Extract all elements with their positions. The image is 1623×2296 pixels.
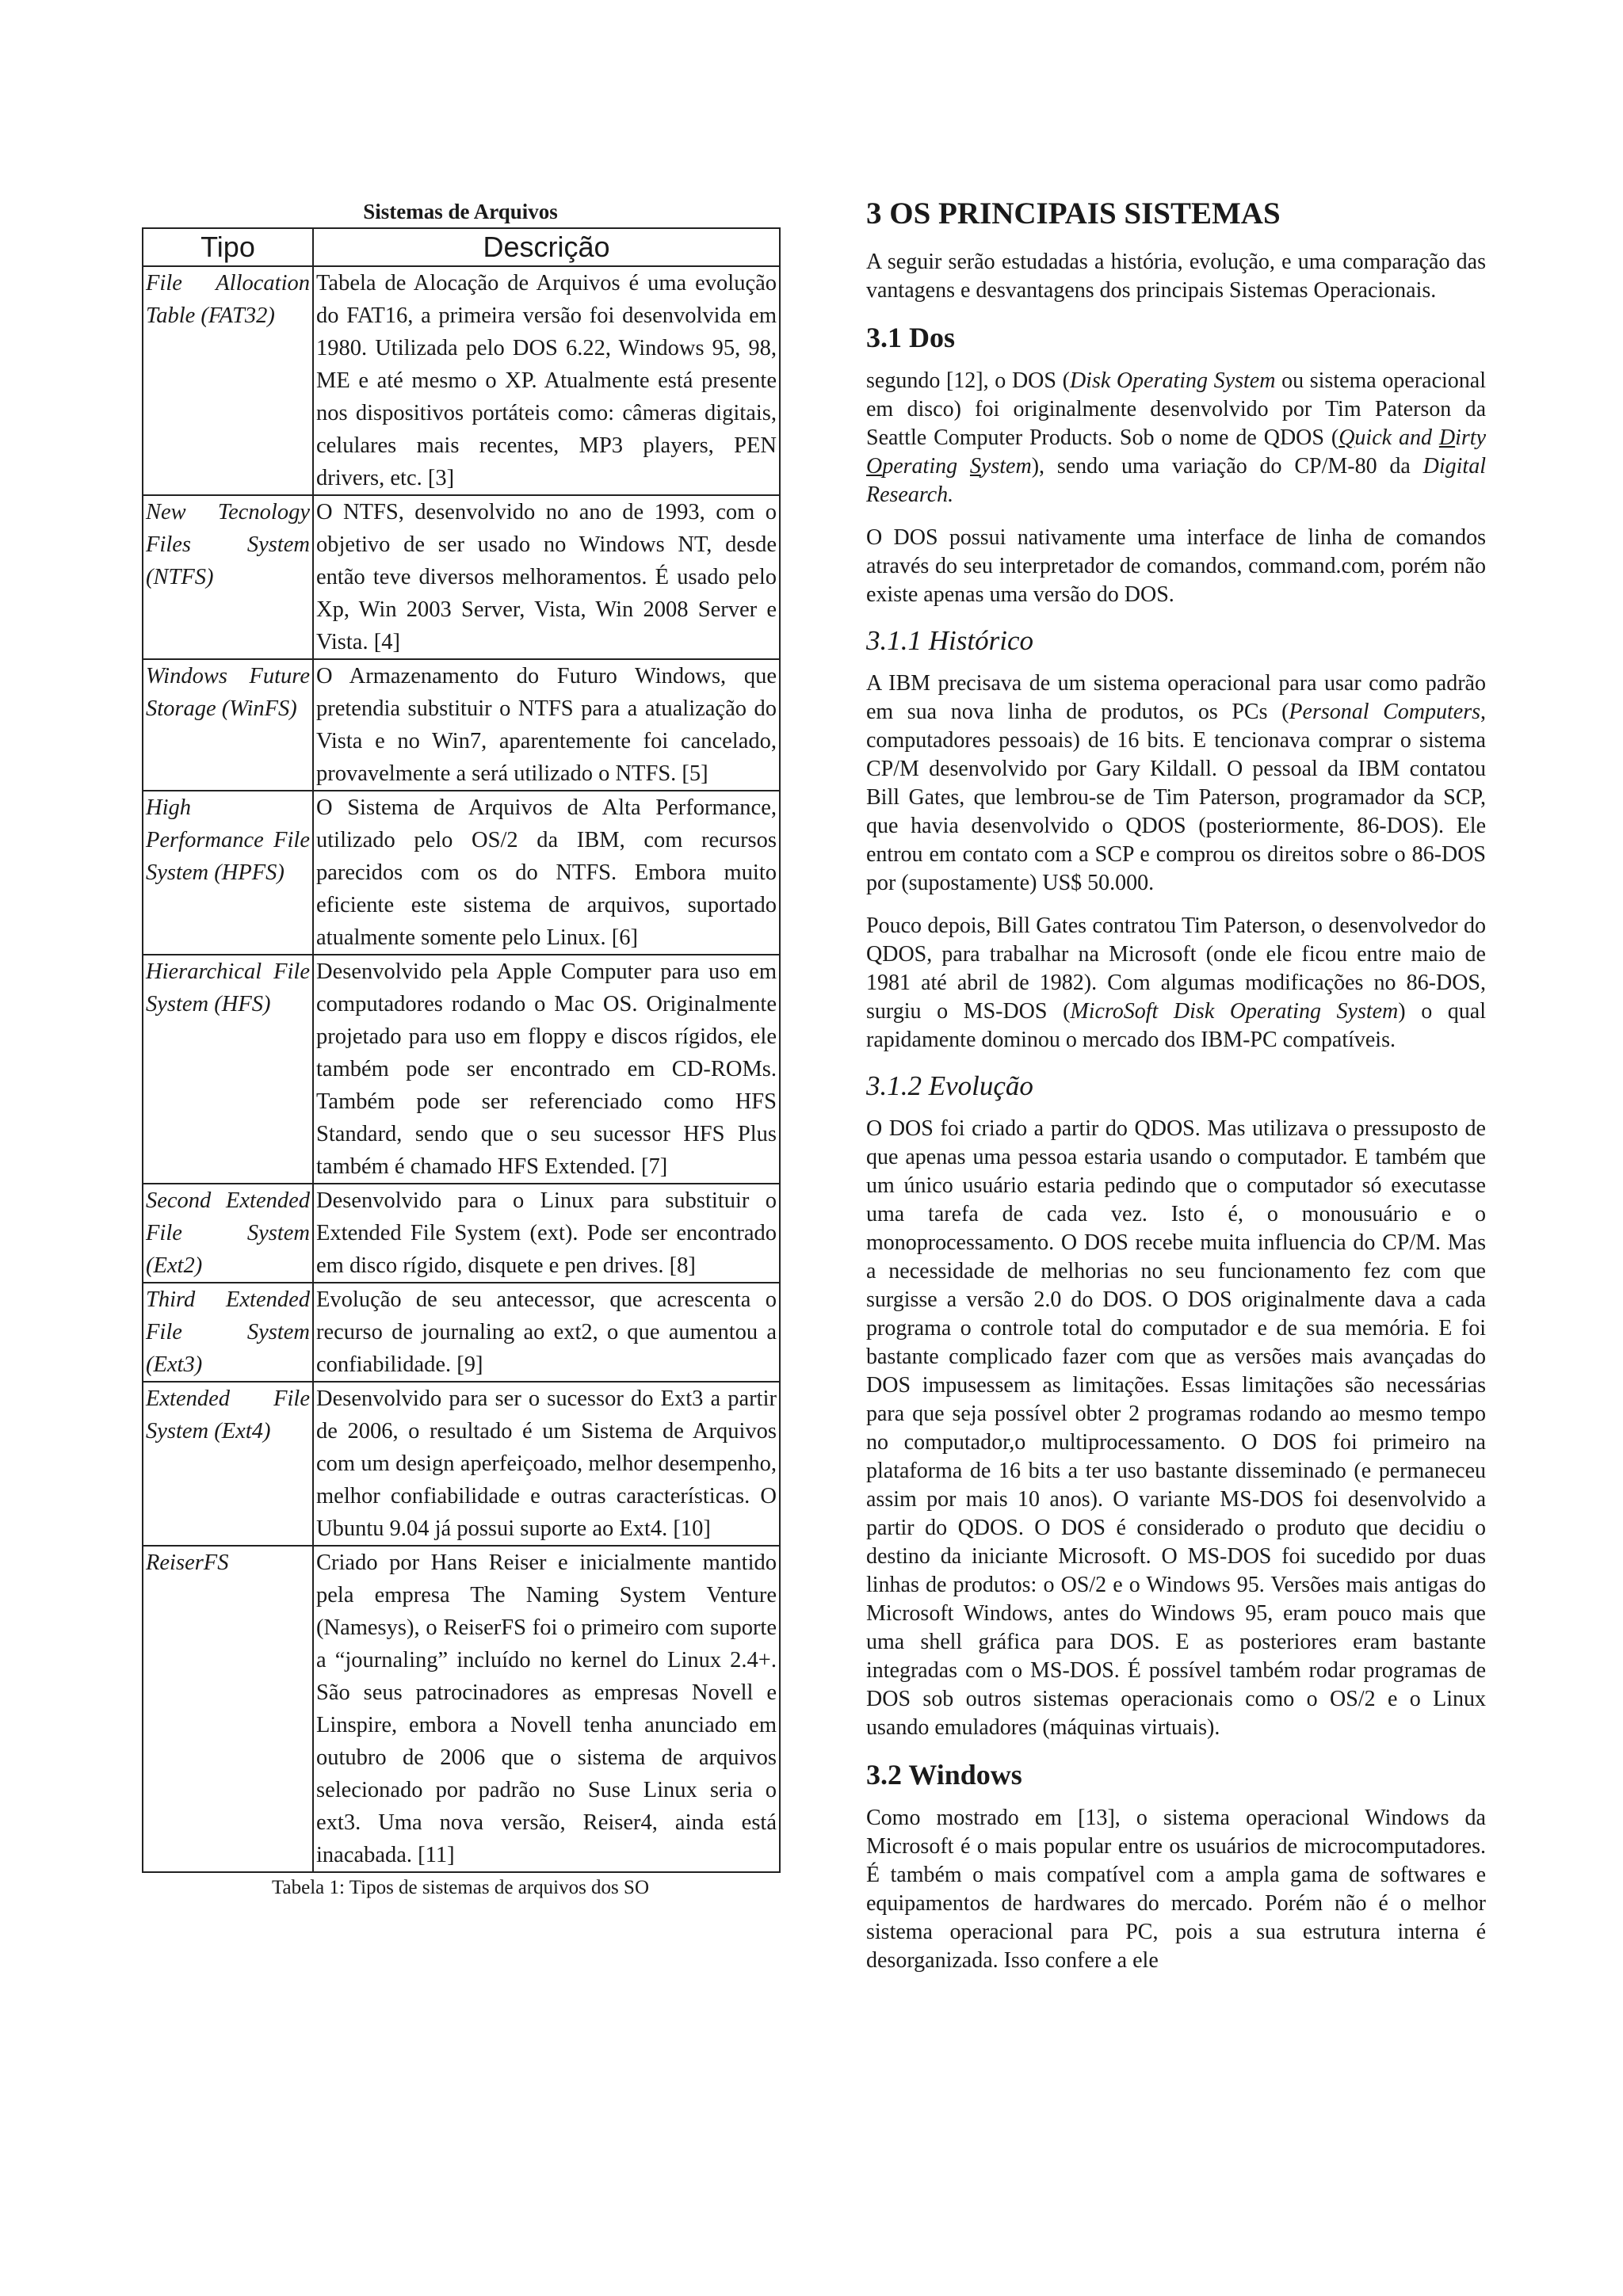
table-row xyxy=(143,659,780,791)
text-run-italic: Personal Computers xyxy=(1289,700,1480,724)
table-cell-descricao: O NTFS, desenvolvido no ano de 1993, com o objetivo de ser usado no Windows NT, desde então teve diversos melhoramentos. É usado pelo Xp, Win 2003 Server, Vista, Win 2008 Server e Vista. [4] xyxy=(313,495,780,659)
text-run: perating xyxy=(882,454,970,479)
dos-paragraph-1 xyxy=(866,367,1486,509)
main-text-column xyxy=(866,194,1486,1989)
evolucao-paragraph: O DOS foi criado a partir do QDOS. Mas utilizava o pressuposto de que apenas uma pessoa estaria usando o computador. E também que um único usuário estaria pedindo que o computador só executasse uma tarefa de cada vez. Isto é, o monousuário e o monoprocessamento. O DOS recebe muita influencia do CP/M. Mas a necessidade de melhorias no seu funcionamento fez com que surgisse a versão 2.0 do DOS. O DOS originalmente dava a cada programa o controle total do computador e de sua memória. E foi bastante complicado fazer com que as versões mais avançadas do DOS impusessem as limitações. Essas limitações são necessárias para que seja possível obter 2 programas rodando ao mesmo tempo no computador,o multiprocessamento. O DOS foi primeiro na plataforma de 16 bits a ter uso bastante disseminado (e permaneceu assim por mais 10 anos). O variante MS-DOS foi desenvolvido a partir do QDOS. O DOS é considerado o produto que decidiu o destino da iniciante Microsoft. O MS-DOS foi sucedido por duas linhas de produtos: o OS/2 e o Windows 95. Versões mais antigas do Microsoft Windows, antes do Windows 95, eram pouco mais que uma shell gráfica para DOS. E as posteriores eram bastante integradas com o MS-DOS. É possível também rodar programas de DOS sob outros sistemas operacionais como o OS/2 e o Linux usando emuladores (máquinas virtuais). xyxy=(866,1116,1486,1740)
table-row xyxy=(143,1283,780,1382)
text-run: ), sendo uma variação do CP/M-80 da xyxy=(1031,454,1423,479)
table-caption: Tabela 1: Tipos de sistemas de arquivos dos SO xyxy=(271,1877,649,1898)
text-run-italic: Disk Operating System xyxy=(1069,368,1276,393)
section-heading-3-1-1: 3.1.1 Histórico xyxy=(866,625,1033,656)
text-run: A IBM precisava de um sistema operacional para usar como padrão em sua nova linha de produtos, os PCs ( xyxy=(866,671,1486,724)
table-row xyxy=(143,1546,780,1872)
text-run-underlined: Q xyxy=(1338,425,1355,450)
table-row xyxy=(143,955,780,1184)
text-run-italic: Digital Research. xyxy=(866,454,1486,507)
table-cell-tipo: High Performance File System (HPFS) xyxy=(143,791,313,955)
table-cell-tipo: Third Extended File System (Ext3) xyxy=(143,1283,313,1382)
text-run-underlined: D xyxy=(1438,425,1456,450)
dos-paragraph-2: O DOS possui nativamente uma interface de linha de comandos através do seu interpretador de comandos, command.com, porém não existe apenas uma versão do DOS. xyxy=(866,525,1486,607)
table-cell-tipo: Extended File System (Ext4) xyxy=(143,1382,313,1546)
section-heading-3-2: 3.2 Windows xyxy=(866,1759,1022,1791)
section-heading-3: 3 OS PRINCIPAIS SISTEMAS xyxy=(866,196,1281,231)
table-row xyxy=(143,1382,780,1546)
column-header-tipo: Tipo xyxy=(143,228,313,266)
table-row xyxy=(143,266,780,495)
text-run-underlined: S xyxy=(969,454,981,479)
text-run: , computadores pessoais) de 16 bits. E tencionava comprar o sistema CP/M desenvolvido por Gary Kildall. O pessoal da IBM contatou Bill Gates, que lembrou-se de Tim Paterson, programador da SCP, que havia desenvolvido o QDOS (posteriormente, 86-DOS). Ele entrou em contato com a SCP e comprou os direitos sobre o 86-DOS por (supostamente) US$ 50.000. xyxy=(866,700,1486,895)
text-run: ) o qual rapidamente dominou o mercado dos IBM-PC compatíveis. xyxy=(866,999,1486,1052)
historico-paragraph-2 xyxy=(866,912,1486,1055)
table-header-row xyxy=(143,228,780,266)
column-header-descricao: Descrição xyxy=(313,228,780,266)
table-cell-tipo: ReiserFS xyxy=(143,1546,313,1872)
section-heading-3-1-2: 3.1.2 Evolução xyxy=(866,1070,1033,1101)
text-run-underlined: O xyxy=(866,454,883,479)
table-cell-descricao: Desenvolvido para o Linux para substituir o Extended File System (ext). Pode ser encontrado em disco rígido, disquete e pen drives. [8] xyxy=(313,1184,780,1283)
table-cell-descricao: Tabela de Alocação de Arquivos é uma evolução do FAT16, a primeira versão foi desenvolvida em 1980. Utilizada pelo DOS 6.22, Windows 95, 98, ME e até mesmo o XP. Atualmente está presente nos dispositivos portáteis como: câmeras digitais, celulares mais recentes, MP3 players, PEN drivers, etc. [3] xyxy=(313,266,780,495)
text-run: ou sistema operacional em disco) foi originalmente desenvolvido por Tim Paterson da Seattle Computer Products. Sob o nome de QDOS ( xyxy=(866,368,1486,450)
table-cell-descricao: Criado por Hans Reiser e inicialmente mantido pela empresa The Naming System Venture (Namesys), o ReiserFS foi o primeiro com suporte a “journaling” incluído no kernel do Linux 2.4+. São seus patrocinadores as empresas Novell e Linspire, embora a Novell tenha anunciado em outubro de 2006 que o sistema de arquivos selecionado por padrão no Suse Linux seria o ext3. Uma nova versão, Reiser4, ainda está inacabada. [11] xyxy=(313,1546,780,1872)
table-cell-tipo: Hierarchical File System (HFS) xyxy=(143,955,313,1184)
text-run: uick and xyxy=(1354,425,1439,450)
table-row xyxy=(143,1184,780,1283)
table-cell-tipo: Windows Future Storage (WinFS) xyxy=(143,659,313,791)
section-heading-3-1: 3.1 Dos xyxy=(866,322,956,353)
windows-paragraph: Como mostrado em [13], o sistema operacional Windows da Microsoft é o mais popular entre os usuários de microcomputadores. É também o mais compatível com a ampla gama de softwares e equipamentos de hardwares do mercado. Porém não é o melhor sistema operacional para PC, pois a sua estrutura interna é desorganizada. Isso confere a ele xyxy=(866,1806,1486,1973)
file-systems-table xyxy=(142,227,781,1873)
text-run: irty xyxy=(1455,425,1486,450)
table-cell-descricao: Desenvolvido para ser o sucessor do Ext3 a partir de 2006, o resultado é um Sistema de Arquivos com um design aperfeiçoado, melhor desempenho, melhor confiabilidade e outras características. O Ubuntu 9.04 já possui suporte ao Ext4. [10] xyxy=(313,1382,780,1546)
text-run: segundo [12], o DOS ( xyxy=(866,368,1070,393)
table-cell-tipo: New Tecnology Files System (NTFS) xyxy=(143,495,313,659)
table-cell-tipo: File Allocation Table (FAT32) xyxy=(143,266,313,495)
text-run: ystem xyxy=(980,454,1032,479)
file-systems-table-block xyxy=(142,198,779,1901)
table-row xyxy=(143,495,780,659)
table-cell-descricao: Evolução de seu antecessor, que acrescenta o recurso de journaling ao ext2, o que aumentou a confiabilidade. [9] xyxy=(313,1283,780,1382)
table-row xyxy=(143,791,780,955)
table-cell-tipo: Second Extended File System (Ext2) xyxy=(143,1184,313,1283)
table-title: Sistemas de Arquivos xyxy=(363,200,558,223)
table-cell-descricao: O Armazenamento do Futuro Windows, que pretendia substituir o NTFS para a atualização do Vista e no Win7, aparentemente foi cancelado, provavelmente a será utilizado o NTFS. [5] xyxy=(313,659,780,791)
section-3-intro: A seguir serão estudadas a história, evolução, e uma comparação das vantagens e desvantagens dos principais Sistemas Operacionais. xyxy=(866,250,1486,303)
table-cell-descricao: O Sistema de Arquivos de Alta Performance, utilizado pelo OS/2 da IBM, com recursos parecidos com os do NTFS. Embora muito eficiente este sistema de arquivos, suportado atualmente somente pelo Linux. [6] xyxy=(313,791,780,955)
historico-paragraph-1 xyxy=(866,669,1486,898)
text-run: Pouco depois, Bill Gates contratou Tim Paterson, o desenvolvedor do QDOS, para trabalhar na Microsoft (onde ele ficou entre maio de 1981 até abril de 1982). Com algumas modificações no 86-DOS, surgiu o MS-DOS ( xyxy=(866,913,1486,1024)
table-cell-descricao: Desenvolvido pela Apple Computer para uso em computadores rodando o Mac OS. Originalmente projetado para uso em floppy e discos rígidos, ele também pode ser encontrado em CD-ROMs. Também pode ser referenciado como HFS Standard, sendo que o seu sucessor HFS Plus também é chamado HFS Extended. [7] xyxy=(313,955,780,1184)
text-run-italic: MicroSoft Disk Operating System xyxy=(1070,999,1399,1024)
